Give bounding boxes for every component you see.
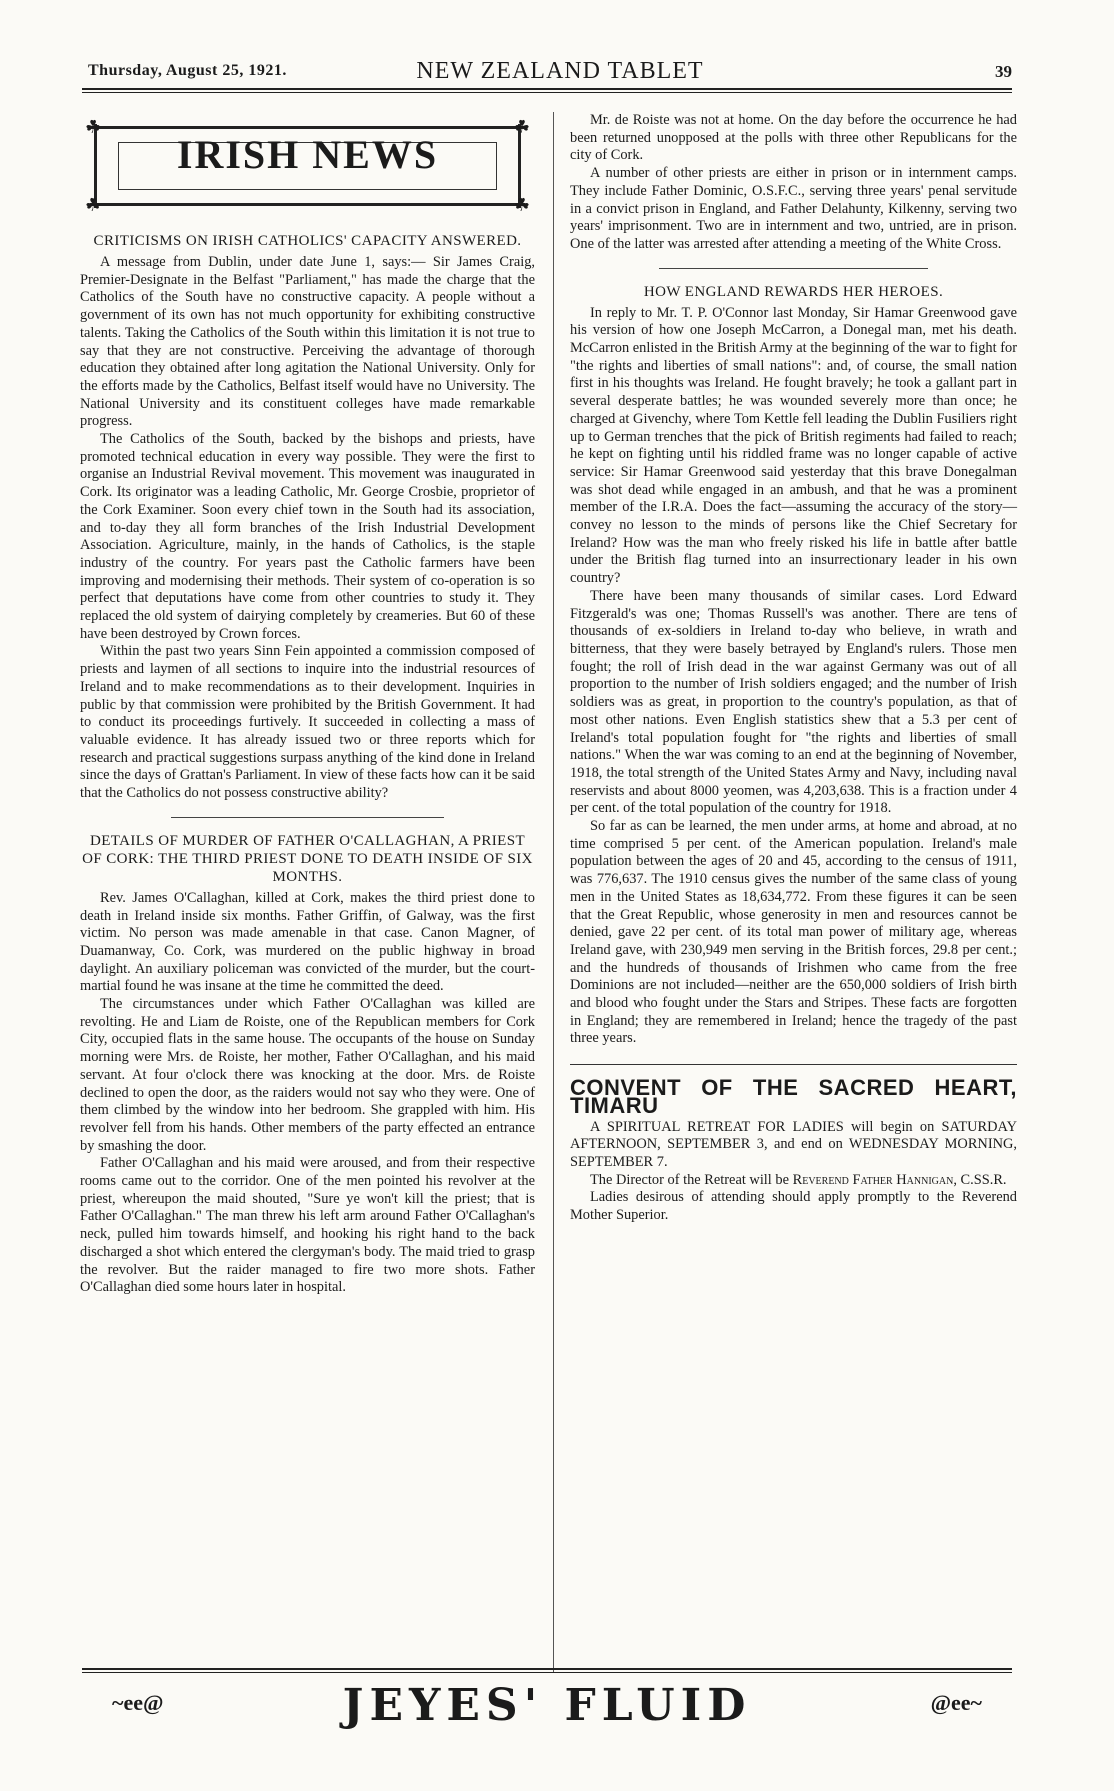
notice-separator: [570, 1064, 1017, 1065]
notice-paragraph: Ladies desirous of attending should apply promptly to the Reverend Mother Superior.: [570, 1189, 1017, 1224]
ornament-flourish-icon: @ee~: [930, 1690, 982, 1715]
article-paragraph: A message from Dublin, under date June 1, says:— Sir James Craig, Premier-Designate in the Belfast "Parliament," has made the charge that the Catholics of the South have no constructive capacity. A people without a government of its own has not much opportunity for exhibiting constructive talents. Taking the Catholics of the South within this limitation it is not true to say that they are not constructive. Perceiving the advantage of thorough education they obtained after long agitation the National University. Only for the efforts made by the Catholics, Belfast itself would have no University. The National University and its constituent colleges have made remarkable progress.: [80, 254, 535, 430]
left-column: [80, 112, 535, 1297]
issue-date: Thursday, August 25, 1921.: [88, 62, 287, 79]
notice-director-label: The Director of the Retreat will be: [590, 1171, 789, 1188]
article-heading: DETAILS OF MURDER OF FATHER O'CALLAGHAN, A PRIEST OF CORK: THE THIRD PRIEST DONE TO DEATH INSIDE OF SIX MONTHS.: [82, 832, 533, 885]
shamrock-icon: ☘: [513, 195, 530, 215]
article-paragraph: Father O'Callaghan and his maid were aroused, and from their respective rooms came out to the corridor. One of the men pointed his revolver at the priest, whereupon the maid shouted, "Sure ye won't kill the priest; that is Father O'Callaghan." The man threw his left arm around Father O'Callaghan's neck, pulled him towards himself, and hooking his right hand to the back discharged a shot which entered the clergyman's body. The maid tried to grasp the revolver. But the raider managed to fire two more shots. Father O'Callaghan died some hours later in hospital.: [80, 1155, 535, 1296]
notice-paragraph: A SPIRITUAL RETREAT FOR LADIES will begin on SATURDAY AFTERNOON, SEPTEMBER 3, and end on WEDNESDAY MORNING, SEPTEMBER 7.: [570, 1118, 1017, 1170]
article-heading: HOW ENGLAND REWARDS HER HEROES.: [643, 283, 944, 300]
article-paragraph: The Catholics of the South, backed by the bishops and priests, have promoted technical education in every way possible. They were the first to organise an Industrial Revival movement. This movement was inaugurated in Cork. Its originator was a leading Catholic, Mr. George Crosbie, proprietor of the Cork Examiner. Soon every chief town in the South had its association, and to-day they all form branches of the Irish Industrial Development Association. Agriculture, mainly, in the hands of Catholics, is the staple industry of the country. For years past the Catholic farmers have been improving and modernising their methods. Their system of co-operation is so perfect that deputations have come from other countries to study it. They replaced the old system of dairying completely by creameries. But 60 of these have been destroyed by Crown forces.: [80, 431, 535, 642]
notice-paragraph: [570, 1172, 1017, 1190]
masthead-rule: [82, 88, 1012, 90]
article-paragraph: Rev. James O'Callaghan, killed at Cork, makes the third priest done to death in Ireland inside six months. Father Griffin, of Galway, was the first victim. No person was made amenable in that case. Canon Magner, of Duamanway, Co. Cork, was murdered on the public highway in broad daylight. An auxiliary policeman was convicted of the murder, but the court-martial found he was insane at the time he committed the deed.: [80, 889, 535, 995]
irish-news-banner: [80, 112, 535, 220]
page-number: 39: [995, 62, 1012, 81]
article-paragraph: There have been many thousands of similar cases. Lord Edward Fitzgerald's was one; Thomas Russell's was another. There are tens of thousands of ex-soldiers in Ireland to-day who believe, in wrath and bitterness, that they were basely betrayed by England's rulers. Those men fought; the roll of Irish dead in the war against Germany was out of all proportion to the number of Irish soldiers engaged; and the number of Irish soldiers was as great, in proportion to the country's population, as that of most other nations. Even English statistics shew that a 5.3 per cent of Ireland's total population fought for "the rights and liberties of small nations." When the war was coming to an end at the beginning of November, 1918, the total strength of the United States Army and Navy, including naval reservists and about 8000 yeomen, was 4,203,638. This is a fraction under 4 per cent. of the total population of the country for 1918.: [570, 587, 1017, 817]
advertisement-text: JEYES' FLUID: [342, 1680, 752, 1731]
shamrock-icon: ☘: [85, 117, 102, 137]
article-separator: [171, 817, 444, 818]
right-column: [570, 112, 1017, 1225]
article-paragraph: So far as can be learned, the men under arms, at home and abroad, at no time comprised 5 per cent. of the American population. Ireland's male population between the ages of 20 and 45, according to the census of 1911, was 776,637. The 1910 census gives the number of the same class of young men in the United States as 18,634,772. From these figures it can be seen that the Great Republic, whose generosity in men and resources cannot be denied, gave 22 per cent. of its total man power of military age, whereas Ireland gave, with 230,949 men serving in the British forces, 29.8 per cent.; and the hundreds of thousands of Irishmen who came from the free Dominions are not included—neither are the 650,000 soldiers of Irish birth and blood who fought under the Stars and Stripes. These facts are forgotten in England; they are remembered in Ireland; hence the tragedy of the past three years.: [570, 818, 1017, 1047]
article-paragraph: In reply to Mr. T. P. O'Connor last Monday, Sir Hamar Greenwood gave his version of how one Joseph McCarron, a Donegal man, met his death. McCarron enlisted in the British Army at the beginning of the war to fight for "the rights and liberties of small nations": and, of course, the small nation first in his thoughts was Ireland. He fought bravely; he took a gallant part in several desperate battles; he was wounded severely more than once; he charged at Givenchy, where Tom Kettle fell leading the Dublin Fusiliers right up to German trenches that the pick of British regiments had failed to reach; he kept on fighting until his riddled frame was no longer capable of active service: Sir Hamar Greenwood said yesterday that this brave Donegalman was shot dead while engaged in an ambush, and that he was a prominent member of the I.R.A. Does the fact—assuming the accuracy of the story—convey no lesson to the minds of persons like the Chief Secretary for Ireland? How was the man who freely risked his life in battle after battle under the British flag turned into an insurrectionary leader in his own country?: [570, 304, 1017, 587]
article-paragraph: A number of other priests are either in prison or in internment camps. They include Father Dominic, O.S.F.C., serving three years' penal servitude in a convict prison in England, and Father Delahunty, Kilkenny, serving two years' imprisonment. Two are in internment and two, untried, are in prison. One of the latter was arrested after attending a meeting of the White Cross.: [570, 165, 1017, 252]
section-title: IRISH NEWS: [176, 132, 439, 177]
notice-director-name: Reverend Father Hannigan, C.SS.R.: [792, 1171, 1007, 1188]
masthead-rule-thin: [82, 92, 1012, 93]
notice-title: CONVENT OF THE SACRED HEART, TIMARU: [570, 1075, 1017, 1118]
publication-title: NEW ZEALAND TABLET: [416, 58, 704, 84]
advertisement-banner: [82, 1668, 1012, 1731]
column-divider: [553, 112, 554, 1672]
article-paragraph: Within the past two years Sinn Fein appointed a commission composed of priests and laymen of all sections to inquire into the industrial resources of Ireland and to make recommendations as to their development. Inquiries in public by that commission were prohibited by the British Government. It had to conduct its proceedings furtively. It succeeded in collecting a mass of valuable evidence. It has already issued two or three reports which for research and practical suggestions surpass anything of the kind done in Ireland since the days of Grattan's Parliament. In view of these facts how can it be said that the Catholics do not possess constructive ability?: [80, 643, 535, 802]
article-heading: CRITICISMS ON IRISH CATHOLICS' CAPACITY ANSWERED.: [93, 233, 522, 249]
shamrock-icon: ☘: [85, 195, 102, 215]
shamrock-icon: ☘: [513, 117, 530, 137]
article-separator: [659, 268, 927, 269]
article-paragraph: The circumstances under which Father O'Callaghan was killed are revolting. He and Liam de Roiste, one of the Republican members for Cork City, occupied flats in the same house. The occupants of the house on Sunday morning were Mrs. de Roiste, her mother, Father O'Callaghan, and his maid servant. At four o'clock there was knocking at the door. Mrs. de Roiste declined to open the door, as the raiders would not say who they were. One of them climbed by the window into her bedroom. She grappled with him. His revolver fell from his hands. Other members of the party effected an entrance by smashing the door.: [80, 996, 535, 1154]
ornament-flourish-icon: ~ee@: [112, 1690, 164, 1715]
article-paragraph: Mr. de Roiste was not at home. On the day before the occurrence he had been returned unopposed at the polls with three other Republicans for the city of Cork.: [570, 112, 1017, 164]
